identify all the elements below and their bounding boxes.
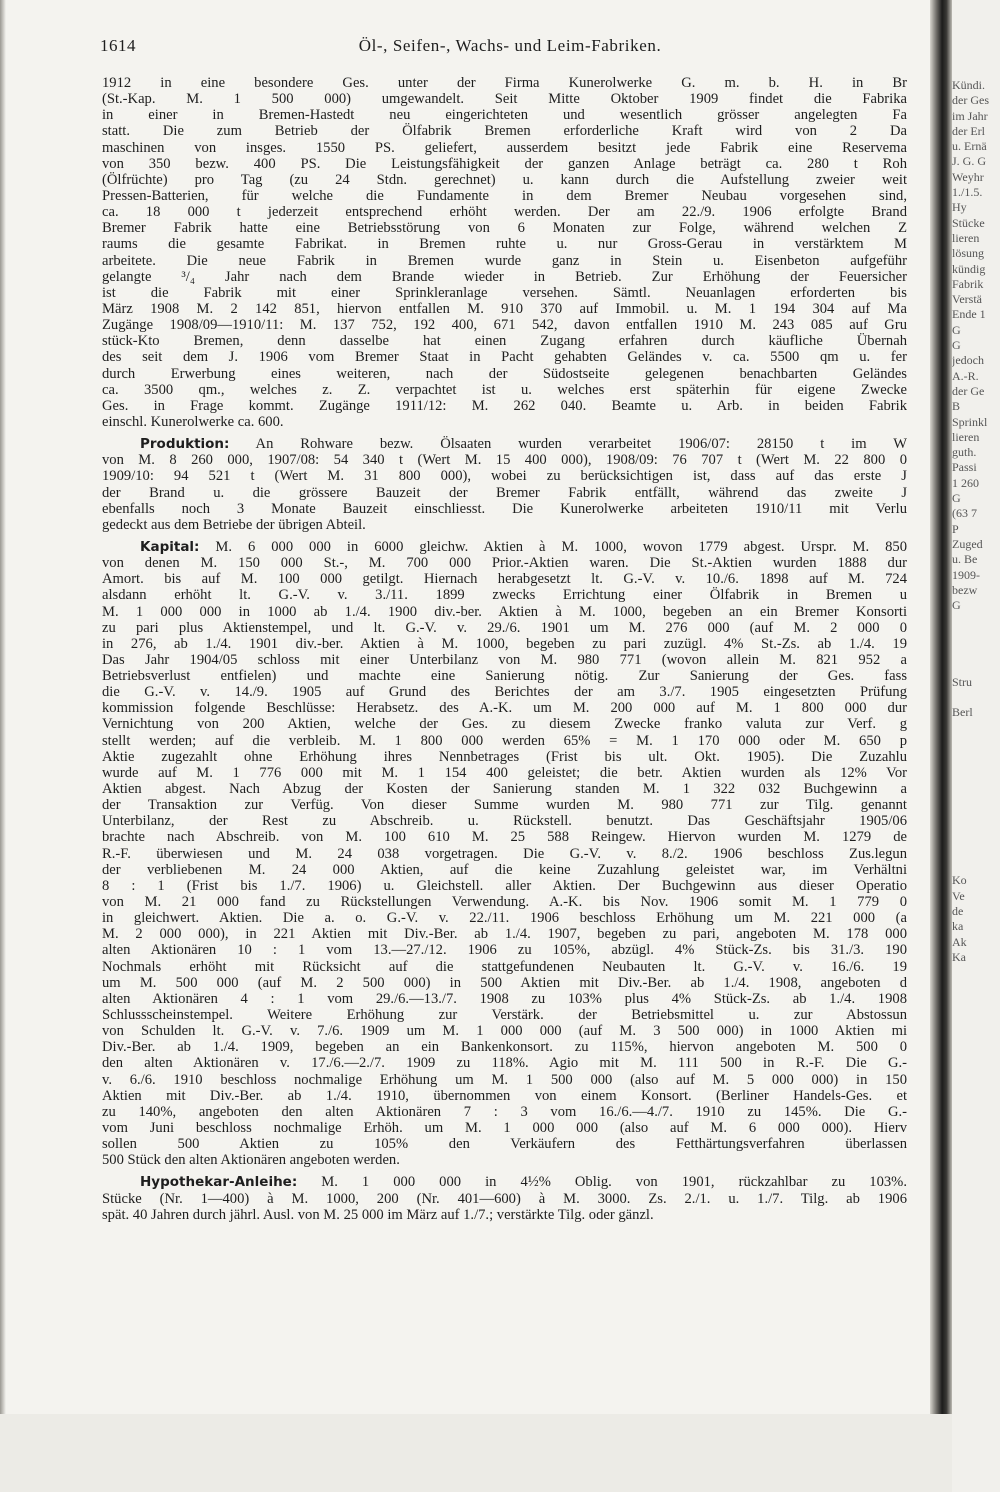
adjacent-page-text: u. Ernä: [952, 139, 987, 154]
line-text: (St.-Kap. M. 1 500 000) umgewandelt. Seit Mitte Oktober 1909 findet die Fabrika: [102, 91, 907, 108]
text-line: [102, 501, 907, 517]
text-line: [102, 452, 907, 468]
text-line: [102, 1007, 907, 1023]
text-line: [102, 1055, 907, 1071]
adjacent-page-text: Ak: [952, 934, 967, 949]
text-line: [102, 414, 907, 430]
text-line: [102, 91, 907, 107]
adjacent-page-text: [952, 766, 1000, 781]
adjacent-page-text: lieren: [952, 429, 980, 444]
text-line: [102, 107, 907, 123]
page-header: [100, 36, 920, 56]
text-line: [102, 382, 907, 398]
adjacent-page-text: P: [952, 521, 959, 536]
adjacent-page-text: kündig: [952, 261, 986, 276]
line-text: arbeitete. Die neue Fabrik in Bremen wurde ganz in Stein u. Eisenbeton aufgeführ: [102, 252, 907, 269]
adjacent-page-text: Sprinkl: [952, 414, 988, 429]
text-line: [102, 942, 907, 958]
line-text: wurde auf M. 1 776 000 mit M. 1 154 400 geleistet; die betr. Aktien wurden als 12% Vor: [102, 764, 907, 781]
line-text: Schlussscheinstempel. Weitere Erhöhung zur Verstärk. der Betriebsmittel u. zur Abstossun: [102, 1007, 907, 1024]
line-text: in einer in Bremen-Hastedt neu eingerichteten und wesentlich grösser angelegten Fa: [102, 107, 907, 124]
text-line: [102, 797, 907, 813]
text-line: [102, 1104, 907, 1120]
text-line: [102, 220, 907, 236]
adjacent-page-text: lieren: [952, 230, 980, 245]
adjacent-page-text: Fabrik: [952, 276, 984, 291]
adjacent-page-text: u. Be: [952, 552, 978, 567]
line-text: v. 6./6. 1910 beschloss nochmalige Erhöhung um M. 1 500 000 (also auf M. 5 000 000) in 150: [102, 1071, 907, 1088]
adjacent-page-text: [952, 720, 1000, 735]
text-line: [102, 604, 907, 620]
adjacent-page-text: Passi: [952, 460, 977, 475]
line-text: alten Aktionären 10 : 1 vom 13.—27./12. 1906 zu 105%, abzügl. 4% Stück-Zs. bis 31./3. 190: [102, 942, 907, 959]
section-heading: Produktion:: [140, 436, 230, 453]
line-text: um M. 500 000 (auf M. 2 500 000) in 500 Aktien mit Div.-Ber. ab 1./4. 1908, angeboten d: [102, 974, 907, 991]
text-line: [102, 555, 907, 571]
text-line: [102, 975, 907, 991]
text-line: [102, 485, 907, 501]
adjacent-page-text: Ko: [952, 873, 967, 888]
text-line: [102, 1088, 907, 1104]
page-number: 1614: [100, 36, 136, 55]
adjacent-page-text: G: [952, 338, 961, 353]
adjacent-page-text: [952, 751, 1000, 766]
line-text: Aktie zugezahlt ohne Erhöhung ihres Nennbetrages (Frist bis ult. Okt. 1905). Die Zuzahlu: [102, 748, 907, 765]
body-text: [102, 75, 907, 1223]
adjacent-page-text: (63 7: [952, 506, 977, 521]
line-text: Amort. bis auf M. 100 000 getilgt. Hiernach herabgesetzt lt. G.-V. v. 10./6. 1898 auf M. 724: [102, 571, 907, 588]
line-text: (Ölfrüchte) pro Tag (zu 24 Stdn. gerechnet) u. kann durch die Aufstellung zweier weit: [102, 171, 907, 188]
line-text: statt. Die zum Betrieb der Ölfabrik Bremen erforderliche Kraft wird von 2 Da: [102, 123, 907, 140]
line-text: einschl. Kunerolwerke ca. 600.: [102, 413, 284, 430]
text-line: [102, 333, 907, 349]
adjacent-page-text: G: [952, 598, 961, 613]
paragraph: [102, 539, 907, 1168]
text-line: [102, 765, 907, 781]
text-line: [102, 926, 907, 942]
adjacent-page-text: G: [952, 491, 961, 506]
text-line: [102, 1191, 907, 1207]
text-line: [102, 172, 907, 188]
adjacent-page-text: der Ges: [952, 93, 989, 108]
text-line: [102, 1120, 907, 1136]
line-text: Aktien mit Div.-Ber. ab 1./4. 1910, übernommen von einem Konsort. (Berliner Handels-Ges. et: [102, 1087, 907, 1104]
text-line: [102, 301, 907, 317]
line-text: ist die Fabrik mit einer Sprinkleranlage versehen. Sämtl. Neuanlagen erforderten bis: [102, 284, 907, 301]
line-text: des seit dem J. 1906 vom Bremer Staat in Pacht gehabten Geländes v. ca. 5500 qm u. fer: [102, 349, 907, 366]
line-text: alten Aktionären 4 : 1 vom 29./6.—13./7. 1908 zu 103% plus 4% Stück-Zs. ab 1./4. 1908: [102, 990, 907, 1007]
text-line: [102, 285, 907, 301]
line-text: ca. 3500 qm., welches z. Z. verpachtet ist u. welches erst späterhin für eigene Zwecke: [102, 381, 907, 398]
text-line: [102, 781, 907, 797]
adjacent-page-text: der Erl: [952, 123, 985, 138]
adjacent-page-text: jedoch: [952, 353, 984, 368]
adjacent-page-text: Weyhr: [952, 169, 984, 184]
line-text: Div.-Ber. ab 1./4. 1909, begeben an ein Bankenkonsort. zu 115%, hiervon angeboten M. 500 0: [102, 1039, 907, 1056]
line-text: die G.-V. v. 14./9. 1905 auf Grund des Berichtes der am 3./7. 1905 eingesetzten Prüfung: [102, 684, 907, 701]
text-line: [102, 668, 907, 684]
adjacent-page-text: A.-R.: [952, 368, 979, 383]
line-text: brachte nach Abschreib. von M. 100 610 M. 25 588 Reingew. Hiervon wurden M. 1279 de: [102, 829, 907, 846]
line-text: von M. 21 000 fand zu Rückstellungen Verwendung. A.-K. bis Nov. 1906 somit M. 1 779 0: [102, 894, 907, 911]
line-text: ebenfalls noch 3 Monate Bauzeit einschliesst. Die Kunerolwerke arbeiteten 1910/11 mit Verlu: [102, 500, 907, 517]
adjacent-page-text: 1909-: [952, 567, 980, 582]
text-line: [102, 620, 907, 636]
text-line: [102, 398, 907, 414]
line-text: R.-F. überwiesen und M. 24 038 vorgetragen. Die G.-V. v. 8./2. 1906 beschloss Zus.legun: [102, 845, 907, 862]
adjacent-page-text: Ve: [952, 888, 965, 903]
text-line: [102, 123, 907, 139]
text-line: [102, 829, 907, 845]
adjacent-page-text: Ka: [952, 949, 966, 964]
paragraph: [102, 1174, 907, 1222]
adjacent-page-text: [952, 736, 1000, 751]
text-line: [102, 1174, 907, 1190]
line-text: in 276, ab 1./4. 1901 div.-ber. Aktien à M. 1000, begeben zu pari zuzügl. 4% St.-Zs. ab 1./4. 19: [102, 635, 907, 652]
line-text: M. 1 000 000 in 1000 ab 1./4. 1900 div.-ber. Aktien à M. 1000, begeben an ein Bremer Konsorti: [102, 603, 907, 620]
adjacent-page-text: [952, 812, 1000, 827]
line-text: 500 Stück den alten Aktionären angeboten werden.: [102, 1152, 400, 1169]
adjacent-page-text: G: [952, 322, 961, 337]
line-text: spät. 40 Jahren durch jährl. Ausl. von M. 25 000 im März auf 1./7.; verstärkte Tilg. oder gänzl.: [102, 1206, 654, 1223]
line-text: von Schulden lt. G.-V. v. 7./6. 1909 um M. 1 000 000 (auf M. 3 500 000) in 1000 Aktien mi: [102, 1023, 907, 1040]
adjacent-page-text: Hy: [952, 200, 967, 215]
line-text: M. 6 000 000 in 6000 gleichw. Aktien à M. 1000, wovon 1779 abgest. Urspr. M. 850: [199, 538, 907, 555]
text-line: [102, 156, 907, 172]
line-text: sollen 500 Aktien zu 105% den Verkäufern des Fetthärtungsverfahren überlassen: [102, 1136, 907, 1153]
adjacent-page-text: Berl: [952, 705, 973, 720]
adjacent-page-text: [952, 690, 1000, 705]
text-line: [102, 894, 907, 910]
adjacent-page-text: J. G. G: [952, 154, 987, 169]
text-line: [102, 813, 907, 829]
text-line: [102, 204, 907, 220]
adjacent-page-text: 1./1.5.: [952, 185, 983, 200]
page-edge-shadow: [0, 0, 6, 1414]
line-text: von M. 8 260 000, 1907/08: 54 340 t (Wert M. 15 400 000), 1908/09: 76 707 t (Wert M. 22 800 0: [102, 452, 907, 469]
line-text: Pressen-Batterien, für welche die Fundamente in dem Bremer Neubau vorgesehen sind,: [102, 187, 907, 204]
text-line: [102, 366, 907, 382]
line-text: Stücke (Nr. 1—400) à M. 1000, 200 (Nr. 401—600) à M. 3000. Zs. 2./1. u. 1./7. Tilg. ab 1906: [102, 1190, 907, 1207]
adjacent-page-text: ka: [952, 919, 964, 934]
text-line: [102, 349, 907, 365]
adjacent-page-text: Ende 1: [952, 307, 986, 322]
adjacent-page-fragment: [952, 0, 1000, 1492]
line-text: alsdann erhöht lt. G.-V. v. 3./11. 1899 zwecks Errichtung einer Ölfabrik in Bremen u: [102, 587, 907, 604]
adjacent-page-text: der Ge: [952, 383, 985, 398]
line-text: Bremer Fabrik hatte eine Betriebsstörung von 6 Monaten zur Folge, während welchen Z: [102, 220, 907, 237]
line-text: Zugänge 1908/09—1910/11: M. 137 752, 192 400, 671 542, davon entfallen 1910 M. 243 085 auf Gru: [102, 317, 907, 334]
adjacent-page-text: [952, 828, 1000, 843]
text-line: [102, 862, 907, 878]
text-line: [102, 1039, 907, 1055]
adjacent-page-text: B: [952, 399, 961, 414]
text-line: [102, 468, 907, 484]
line-text: Ges. in Frage kommt. Zugänge 1911/12: M. 262 040. Beamte u. Arb. in beiden Fabrik: [102, 397, 907, 414]
text-line: [102, 253, 907, 269]
text-line: [102, 188, 907, 204]
line-text: ca. 18 000 t jederzeit entsprechend erhöht werden. Der am 22./9. 1906 erfolgte Brand: [102, 204, 907, 221]
adjacent-page-text: [952, 858, 1000, 873]
adjacent-page-text: [952, 782, 1000, 797]
line-text: Das Jahr 1904/05 schloss mit einer Unterbilanz von M. 980 771 (wovon allein M. 821 952 a: [102, 651, 907, 668]
adjacent-page-text: guth.: [952, 445, 977, 460]
line-text: stellt werden; auf die verbleib. M. 1 800 000 werden 65% = M. 1 170 000 oder M. 650 p: [102, 732, 907, 749]
line-text: kommission folgende Beschlüsse: Herabsetz. des A.-K. um M. 200 000 auf M. 1 800 000 dur: [102, 700, 907, 717]
line-text: von 350 bezw. 400 PS. Die Leistungsfähigkeit der ganzen Anlage beträgt ca. 280 t Roh: [102, 155, 907, 172]
adjacent-page-text: [952, 797, 1000, 812]
line-text: in gleichwert. Aktien. Die a. o. G.-V. v. 22./11. 1906 beschloss Erhöhung um M. 221 000 (a: [102, 910, 907, 927]
text-line: [102, 910, 907, 926]
text-line: [102, 716, 907, 732]
adjacent-page-text: Zuged: [952, 536, 983, 551]
line-text: raums die gesamte Fabrikat. in Bremen ruhte u. nur Gross-Gerau in verstärktem M: [102, 236, 907, 253]
adjacent-page-text: Stücke: [952, 215, 985, 230]
adjacent-page-text: [952, 629, 1000, 644]
running-title: Öl-, Seifen-, Wachs- und Leim-Fabriken.: [358, 36, 662, 55]
text-line: [102, 846, 907, 862]
text-line: [102, 236, 907, 252]
text-line: [102, 652, 907, 668]
line-text: M. 2 000 000), in 221 Aktien mit Div.-Ber. ab 1./4. 1907, begeben zu pari, angeboten M. 178 000: [102, 926, 907, 943]
line-text: zu pari plus Aktienstempel, und lt. G.-V. v. 29./6. 1901 um M. 276 000 (auf M. 2 000 0: [102, 619, 907, 636]
text-line: [102, 1136, 907, 1152]
text-line: [102, 1152, 907, 1168]
line-text: Betriebsverlust entfielen) und machte eine Sanierung nötig. Zur Sanierung der Ges. fass: [102, 668, 907, 685]
text-line: [102, 991, 907, 1007]
adjacent-page-text: bezw: [952, 582, 978, 597]
line-text: vom Juni beschloss nochmalige Erhöh. um M. 1 000 000 (also auf M. 6 000 000). Hierv: [102, 1120, 907, 1136]
text-line: [102, 1207, 907, 1223]
line-text: Unterbilanz, der Rest zu Abschreib. u. Rückstell. benutzt. Das Geschäftsjahr 1905/06: [102, 813, 907, 830]
line-text: März 1908 M. 2 142 851, hiervon entfallen M. 910 370 auf Immobil. u. M. 1 194 304 auf Ma: [102, 300, 907, 317]
line-text: durch Erwerbung eines weiteren, nach der Südostseite gelegenen benachbarten Geländes: [102, 365, 907, 382]
line-text: gelangte ³/₄ Jahr nach dem Brande wieder in Betrieb. Zur Erhöhung der Feuersicher: [102, 268, 907, 285]
text-line: [102, 317, 907, 333]
adjacent-page-text: [952, 613, 1000, 628]
line-text: stück-Kto Bremen, denn dasselbe hat einen Zugang erfahren durch käufliche Übernah: [102, 333, 907, 350]
adjacent-page-text: de: [952, 904, 964, 919]
text-line: [102, 571, 907, 587]
text-line: [102, 517, 907, 533]
line-text: M. 1 000 000 in 4½% Oblig. von 1901, rückzahlbar zu 103%.: [297, 1174, 907, 1191]
line-text: An Rohware bezw. Ölsaaten wurden verarbeitet 1906/07: 28150 t im W: [229, 436, 907, 453]
text-line: [102, 733, 907, 749]
line-text: von denen M. 150 000 St.-, M. 700 000 Prior.-Aktien waren. Die St.-Aktien wurden 1888 dur: [102, 555, 907, 572]
text-line: [102, 636, 907, 652]
adjacent-page-text: 1 260: [952, 475, 979, 490]
line-text: der Brand u. die grössere Bauzeit der Bremer Fabrik entfällt, während das zweite J: [102, 484, 907, 501]
line-text: 1909/10: 94 521 t (Wert M. 31 800 000), wobei zu berücksichtigen ist, dass auf das erste J: [102, 468, 907, 485]
line-text: 1912 in eine besondere Ges. unter der Firma Kunerolwerke G. m. b. H. in Br: [102, 75, 907, 91]
text-line: [102, 1072, 907, 1088]
text-line: [102, 140, 907, 156]
text-line: [102, 700, 907, 716]
section-heading: Hypothekar-Anleihe:: [140, 1174, 298, 1191]
line-text: Nochmals erhöht mit Rücksicht auf die stattgefundenen Neubauten lt. G.-V. v. 16./6. 19: [102, 958, 907, 975]
adjacent-page-text: [952, 843, 1000, 858]
section-heading: Kapital:: [140, 538, 200, 555]
text-line: [102, 539, 907, 555]
line-text: maschinen von insges. 1550 PS. geliefert, ausserdem besitzt jede Fabrik eine Reservema: [102, 139, 907, 156]
line-text: gedeckt aus dem Betriebe der übrigen Abteil.: [102, 516, 366, 533]
text-line: [102, 878, 907, 894]
line-text: den alten Aktionären v. 17./6.—2./7. 1909 zu 118%. Agio mit M. 111 500 in R.-F. Die G.-: [102, 1055, 907, 1072]
adjacent-page-text: Kündi.: [952, 78, 985, 92]
text-line: [102, 75, 907, 91]
text-line: [102, 1023, 907, 1039]
adjacent-page-text: lösung: [952, 246, 985, 261]
line-text: der verbliebenen M. 24 000 Aktien, auf die keine Zuzahlung geleistet war, im Verhältni: [102, 861, 907, 878]
text-line: [102, 959, 907, 975]
line-text: der Transaktion zur Verfüg. Von dieser Summe wurden M. 980 771 zur Tilg. genannt: [102, 797, 907, 814]
text-line: [102, 749, 907, 765]
paragraph: [102, 75, 907, 430]
adjacent-page-text: im Jahr: [952, 108, 988, 123]
book-gutter: [930, 0, 952, 1414]
line-text: zu 140%, angeboten den alten Aktionären 7 : 3 vom 16./6.—4./7. 1910 zu 145%. Die G.-: [102, 1103, 907, 1120]
text-line: [102, 684, 907, 700]
paragraph: [102, 436, 907, 533]
line-text: Vernichtung von 200 Aktien, welche der Ges. zu diesem Zwecke franko valuta zur Verf. g: [102, 716, 907, 733]
text-line: [102, 587, 907, 603]
text-line: [102, 269, 907, 285]
line-text: 8 : 1 (Frist bis 1./7. 1906) u. Gleichstell. aller Aktien. Der Buchgewinn aus dieser Operatio: [102, 877, 907, 894]
text-line: [102, 436, 907, 452]
adjacent-page-text: Verstä: [952, 292, 982, 307]
adjacent-page-text: Stru: [952, 674, 973, 689]
adjacent-page-text: [952, 644, 1000, 659]
line-text: Aktien abgest. Nach Abzug der Kosten der Sanierung standen M. 1 322 032 Buchgewinn a: [102, 781, 907, 798]
adjacent-page-text: [952, 659, 1000, 674]
